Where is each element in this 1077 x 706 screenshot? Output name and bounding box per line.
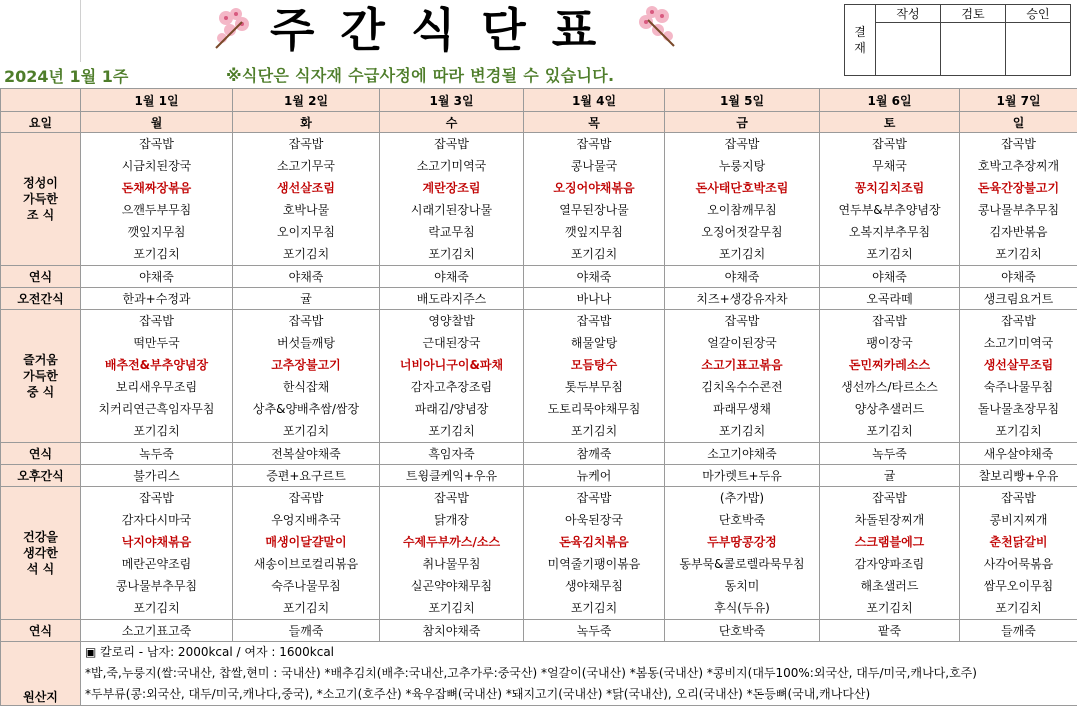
menu-item: 호박나물 <box>233 199 379 221</box>
porridge1-cell: 야채죽 <box>380 266 524 288</box>
menu-item: 포기김치 <box>380 597 523 619</box>
menu-item: 잡곡밥 <box>665 133 819 155</box>
approval-sign-approve[interactable] <box>1006 23 1071 76</box>
porridge-row-2 <box>1 443 1077 465</box>
porridge3-cell: 참치야채죽 <box>380 620 524 642</box>
menu-item: 포기김치 <box>665 243 819 265</box>
porridge3-cell: 들깨죽 <box>233 620 380 642</box>
porridge1-cell: 야채죽 <box>81 266 233 288</box>
menu-item: 잡곡밥 <box>960 133 1077 155</box>
menu-item: 포기김치 <box>524 420 664 442</box>
page-header <box>0 0 1077 88</box>
menu-item: 포기김치 <box>233 597 379 619</box>
main-dish: 돈민찌카레소스 <box>820 354 959 376</box>
menu-item: 잡곡밥 <box>233 133 379 155</box>
menu-item: 양상추샐러드 <box>820 398 959 420</box>
snack-am-label: 오전간식 <box>1 288 81 310</box>
menu-item: 감자고추장조림 <box>380 376 523 398</box>
breakfast-day-cell <box>820 133 960 266</box>
snack_am-cell: 오곡라떼 <box>820 288 960 310</box>
menu-item: 포기김치 <box>81 243 232 265</box>
lunch-day-cell <box>380 310 524 443</box>
menu-item: 잡곡밥 <box>524 310 664 332</box>
menu-item: 잡곡밥 <box>960 487 1077 509</box>
menu-item: 콩비지찌개 <box>960 509 1077 531</box>
menu-item: 락교무침 <box>380 221 523 243</box>
notice-text: ※식단은 식자재 수급사정에 따라 변경될 수 있습니다. <box>226 63 614 86</box>
main-dish: 계란장조림 <box>380 177 523 199</box>
menu-item: 미역줄기팽이볶음 <box>524 553 664 575</box>
main-dish: 너비아니구이&파채 <box>380 354 523 376</box>
menu-item: 오복지부추무침 <box>820 221 959 243</box>
snack_am-cell: 귤 <box>233 288 380 310</box>
menu-item: 취나물무침 <box>380 553 523 575</box>
menu-item: 상추&양배추쌈/쌈장 <box>233 398 379 420</box>
main-dish: 모듬탕수 <box>524 354 664 376</box>
lunch-label-text: 즐거움 가득한 중 식 <box>18 352 64 400</box>
menu-item: 보리새우무조림 <box>81 376 232 398</box>
approval-box <box>844 4 1071 76</box>
main-dish: 배추전&부추양념장 <box>81 354 232 376</box>
menu-item: 잡곡밥 <box>233 487 379 509</box>
menu-item: 잡곡밥 <box>380 487 523 509</box>
info-row <box>1 642 1077 706</box>
lunch-day-cell <box>820 310 960 443</box>
approval-col-write: 작성 <box>876 5 941 23</box>
page-title: 주간식단표 <box>270 2 630 58</box>
main-dish: 소고기표고볶음 <box>665 354 819 376</box>
menu-item: 잡곡밥 <box>665 310 819 332</box>
porridge3-cell: 팥죽 <box>820 620 960 642</box>
porridge-row-1 <box>1 266 1077 288</box>
lunch-day-cell <box>960 310 1077 443</box>
menu-item: 무채국 <box>820 155 959 177</box>
menu-item: 포기김치 <box>81 420 232 442</box>
menu-item: 콩나물부추무침 <box>960 199 1077 221</box>
porridge2-cell: 녹두죽 <box>820 443 960 465</box>
date-cell: 1월 4일 <box>524 89 665 112</box>
menu-item: 사각어묵볶음 <box>960 553 1077 575</box>
day-cell: 목 <box>524 112 665 133</box>
day-cell: 수 <box>380 112 524 133</box>
menu-item: 콩나물부추무침 <box>81 575 232 597</box>
approval-sign-write[interactable] <box>876 23 941 76</box>
menu-item: 시금치된장국 <box>81 155 232 177</box>
dinner-label-text: 건강을 생각한 석 식 <box>18 529 64 577</box>
snack_pm-cell: 뉴케어 <box>524 465 665 487</box>
menu-item: 잡곡밥 <box>820 487 959 509</box>
header-left-strip <box>0 0 81 62</box>
day-cell: 금 <box>665 112 820 133</box>
date-cell: 1월 2일 <box>233 89 380 112</box>
menu-item: 해초샐러드 <box>820 575 959 597</box>
snack_pm-cell: 트윙클케익+우유 <box>380 465 524 487</box>
menu-item: 포기김치 <box>665 420 819 442</box>
menu-item: 얼갈이된장국 <box>665 332 819 354</box>
menu-item: 잡곡밥 <box>81 487 232 509</box>
menu-item: 치커리연근흑임자무침 <box>81 398 232 420</box>
menu-item: 한식잡채 <box>233 376 379 398</box>
breakfast-day-cell <box>960 133 1077 266</box>
snack_pm-cell: 불가리스 <box>81 465 233 487</box>
menu-table <box>0 88 1077 706</box>
main-dish: 수제두부까스/소스 <box>380 531 523 553</box>
menu-item: 포기김치 <box>524 243 664 265</box>
day-cell: 월 <box>81 112 233 133</box>
breakfast-day-cell <box>81 133 233 266</box>
dinner-day-cell <box>380 487 524 620</box>
main-dish: 스크램블에그 <box>820 531 959 553</box>
menu-item: 잡곡밥 <box>960 310 1077 332</box>
menu-item: 도토리묵야채무침 <box>524 398 664 420</box>
main-dish: 낙지야채볶음 <box>81 531 232 553</box>
porridge1-cell: 야채죽 <box>820 266 960 288</box>
menu-item: 파래무생채 <box>665 398 819 420</box>
menu-item: 감자양파조림 <box>820 553 959 575</box>
menu-item: 포기김치 <box>820 597 959 619</box>
menu-item: 연두부&부추양념장 <box>820 199 959 221</box>
menu-item: 돌나물초장무침 <box>960 398 1077 420</box>
porridge3-cell: 단호박죽 <box>665 620 820 642</box>
menu-item: 생야채무침 <box>524 575 664 597</box>
menu-item: 포기김치 <box>960 597 1077 619</box>
menu-item: 숙주나물무침 <box>233 575 379 597</box>
main-dish: 오징어야채볶음 <box>524 177 664 199</box>
snack_am-cell: 배도라지주스 <box>380 288 524 310</box>
origin-line: *밥,죽,누룽지(쌀:국내산, 찹쌀,현미 : 국내산) *배추김치(배추:국내산,고추가루:중국산) *얼갈이(국내산) *봄동(국내산) *콩비지(대두100%:외국산, 대두/미국,캐나다,호주) <box>85 663 1077 684</box>
snack_am-cell: 생크림요거트 <box>960 288 1077 310</box>
menu-item: 포기김치 <box>81 597 232 619</box>
dinner-row <box>1 487 1077 620</box>
snack-pm-label: 오후간식 <box>1 465 81 487</box>
porridge2-cell: 녹두죽 <box>81 443 233 465</box>
porridge1-cell: 야채죽 <box>960 266 1077 288</box>
menu-item: 파래김/양념장 <box>380 398 523 420</box>
menu-item: (추가밥) <box>665 487 819 509</box>
porridge1-cell: 야채죽 <box>524 266 665 288</box>
menu-item: 포기김치 <box>233 243 379 265</box>
menu-item: 김치옥수수콘전 <box>665 376 819 398</box>
menu-item: 동치미 <box>665 575 819 597</box>
menu-item: 잡곡밥 <box>380 133 523 155</box>
menu-item: 영양찰밥 <box>380 310 523 332</box>
snack_pm-cell: 마가렛트+두유 <box>665 465 820 487</box>
porridge1-cell: 야채죽 <box>233 266 380 288</box>
main-dish: 돈사태단호박조림 <box>665 177 819 199</box>
main-dish: 돈육간장불고기 <box>960 177 1077 199</box>
dinner-day-cell <box>960 487 1077 620</box>
origin-line: *두부류(콩:외국산, 대두/미국,캐나다,중국), *소고기(호주산) *육우잡뼈(국내산) *돼지고기(국내산) *닭(국내산), 오리(국내산) *돈등뼈(국내,캐나다산) <box>85 684 1077 705</box>
menu-item: 생선까스/타르소스 <box>820 376 959 398</box>
breakfast-day-cell <box>665 133 820 266</box>
porridge2-cell: 소고기야채죽 <box>665 443 820 465</box>
menu-item: 소고기미역국 <box>960 332 1077 354</box>
menu-item: 포기김치 <box>820 243 959 265</box>
day-cell: 일 <box>960 112 1077 133</box>
porridge2-cell: 흑임자죽 <box>380 443 524 465</box>
menu-item: 단호박죽 <box>665 509 819 531</box>
menu-item: 포기김치 <box>820 420 959 442</box>
dinner-label <box>1 487 81 620</box>
porridge1-cell: 야채죽 <box>665 266 820 288</box>
menu-item: 잡곡밥 <box>524 487 664 509</box>
menu-item: 잡곡밥 <box>81 310 232 332</box>
porridge-label: 연식 <box>1 266 81 288</box>
snack_pm-cell: 찰보리빵+우유 <box>960 465 1077 487</box>
lunch-day-cell <box>233 310 380 443</box>
main-dish: 고추장불고기 <box>233 354 379 376</box>
menu-item: 동부묵&콜로렐라묵무침 <box>665 553 819 575</box>
main-dish: 돈육김치볶음 <box>524 531 664 553</box>
porridge2-cell: 새우살야채죽 <box>960 443 1077 465</box>
menu-item: 깻잎지무침 <box>524 221 664 243</box>
info-cell <box>81 642 1077 706</box>
menu-item: 오징어젓갈무침 <box>665 221 819 243</box>
snack_am-cell: 한과+수정과 <box>81 288 233 310</box>
menu-item: 오이지무침 <box>233 221 379 243</box>
menu-item: 열무된장나물 <box>524 199 664 221</box>
date-cell: 1월 7일 <box>960 89 1077 112</box>
menu-item: 콩나물국 <box>524 155 664 177</box>
snack_am-cell: 치즈+생강유자차 <box>665 288 820 310</box>
day-cell: 토 <box>820 112 960 133</box>
main-dish: 두부땅콩강정 <box>665 531 819 553</box>
calorie-line: ▣ 칼로리 - 남자: 2000kcal / 여자 : 1600kcal <box>85 642 1077 663</box>
menu-item: 닭개장 <box>380 509 523 531</box>
date-cell: 1월 6일 <box>820 89 960 112</box>
porridge-label: 연식 <box>1 620 81 642</box>
cherry-blossom-icon <box>212 4 258 50</box>
menu-item: 잡곡밥 <box>820 133 959 155</box>
lunch-day-cell <box>524 310 665 443</box>
menu-item: 잡곡밥 <box>81 133 232 155</box>
date-row <box>1 89 1077 112</box>
menu-item: 버섯들깨탕 <box>233 332 379 354</box>
menu-item: 쌈무오이무침 <box>960 575 1077 597</box>
porridge3-cell: 들깨죽 <box>960 620 1077 642</box>
menu-item: 톳두부무침 <box>524 376 664 398</box>
dinner-day-cell <box>81 487 233 620</box>
cherry-blossom-icon <box>632 2 678 48</box>
snack-am-row <box>1 288 1077 310</box>
menu-item: 실곤약야채무침 <box>380 575 523 597</box>
breakfast-day-cell <box>380 133 524 266</box>
menu-item: 떡만두국 <box>81 332 232 354</box>
approval-col-review: 검토 <box>941 5 1006 23</box>
porridge-label: 연식 <box>1 443 81 465</box>
main-dish: 춘천닭갈비 <box>960 531 1077 553</box>
menu-item: 포기김치 <box>960 420 1077 442</box>
dinner-day-cell <box>665 487 820 620</box>
menu-item: 해물알탕 <box>524 332 664 354</box>
menu-item: 감자다시마국 <box>81 509 232 531</box>
dinner-day-cell <box>233 487 380 620</box>
day-row <box>1 112 1077 133</box>
breakfast-row <box>1 133 1077 266</box>
menu-item: 숙주나물무침 <box>960 376 1077 398</box>
menu-item: 아욱된장국 <box>524 509 664 531</box>
snack_pm-cell: 귤 <box>820 465 960 487</box>
menu-item: 잡곡밥 <box>820 310 959 332</box>
menu-item: 차돌된장찌개 <box>820 509 959 531</box>
porridge2-cell: 전복살야채죽 <box>233 443 380 465</box>
menu-item: 시래기된장나물 <box>380 199 523 221</box>
porridge3-cell: 녹두죽 <box>524 620 665 642</box>
dinner-day-cell <box>524 487 665 620</box>
porridge2-cell: 참깨죽 <box>524 443 665 465</box>
snack-pm-row <box>1 465 1077 487</box>
date-cell: 1월 5일 <box>665 89 820 112</box>
approval-sign-review[interactable] <box>941 23 1006 76</box>
menu-item: 메란곤약조림 <box>81 553 232 575</box>
menu-item: 으깬두부무침 <box>81 199 232 221</box>
menu-item: 포기김치 <box>960 243 1077 265</box>
menu-item: 근대된장국 <box>380 332 523 354</box>
menu-item: 포기김치 <box>380 420 523 442</box>
menu-item: 포기김치 <box>380 243 523 265</box>
day-label: 요일 <box>1 112 81 133</box>
day-cell: 화 <box>233 112 380 133</box>
menu-item: 누룽지탕 <box>665 155 819 177</box>
lunch-row <box>1 310 1077 443</box>
main-dish: 돈채짜장볶음 <box>81 177 232 199</box>
main-dish: 생선살조림 <box>233 177 379 199</box>
corner-cell <box>1 89 81 112</box>
breakfast-day-cell <box>233 133 380 266</box>
menu-item: 우엉지배추국 <box>233 509 379 531</box>
main-dish: 생선살무조림 <box>960 354 1077 376</box>
approval-col-approve: 승인 <box>1006 5 1071 23</box>
lunch-day-cell <box>665 310 820 443</box>
main-dish: 꽁치김치조림 <box>820 177 959 199</box>
porridge-row-3 <box>1 620 1077 642</box>
menu-item: 소고기무국 <box>233 155 379 177</box>
menu-item: 깻잎지무침 <box>81 221 232 243</box>
menu-item: 김자반볶음 <box>960 221 1077 243</box>
menu-item: 팽이장국 <box>820 332 959 354</box>
breakfast-day-cell <box>524 133 665 266</box>
date-cell: 1월 1일 <box>81 89 233 112</box>
lunch-label <box>1 310 81 443</box>
menu-item: 새송이브로컬리볶음 <box>233 553 379 575</box>
menu-item: 소고기미역국 <box>380 155 523 177</box>
lunch-day-cell <box>81 310 233 443</box>
week-label: 2024년 1월 1주 <box>4 64 128 87</box>
menu-item: 후식(두유) <box>665 597 819 619</box>
menu-item: 호박고추장찌개 <box>960 155 1077 177</box>
menu-item: 오이참깨무침 <box>665 199 819 221</box>
porridge3-cell: 소고기표고죽 <box>81 620 233 642</box>
menu-item: 잡곡밥 <box>233 310 379 332</box>
menu-item: 잡곡밥 <box>524 133 664 155</box>
breakfast-label <box>1 133 81 266</box>
menu-item: 포기김치 <box>233 420 379 442</box>
date-cell: 1월 3일 <box>380 89 524 112</box>
approval-label: 결 재 <box>845 5 876 76</box>
snack_pm-cell: 증편+요구르트 <box>233 465 380 487</box>
menu-item: 포기김치 <box>524 597 664 619</box>
breakfast-label-text: 정성이 가득한 조 식 <box>18 175 64 223</box>
info-label: 원산지 <box>1 642 81 706</box>
main-dish: 매생이달걀말이 <box>233 531 379 553</box>
snack_am-cell: 바나나 <box>524 288 665 310</box>
dinner-day-cell <box>820 487 960 620</box>
